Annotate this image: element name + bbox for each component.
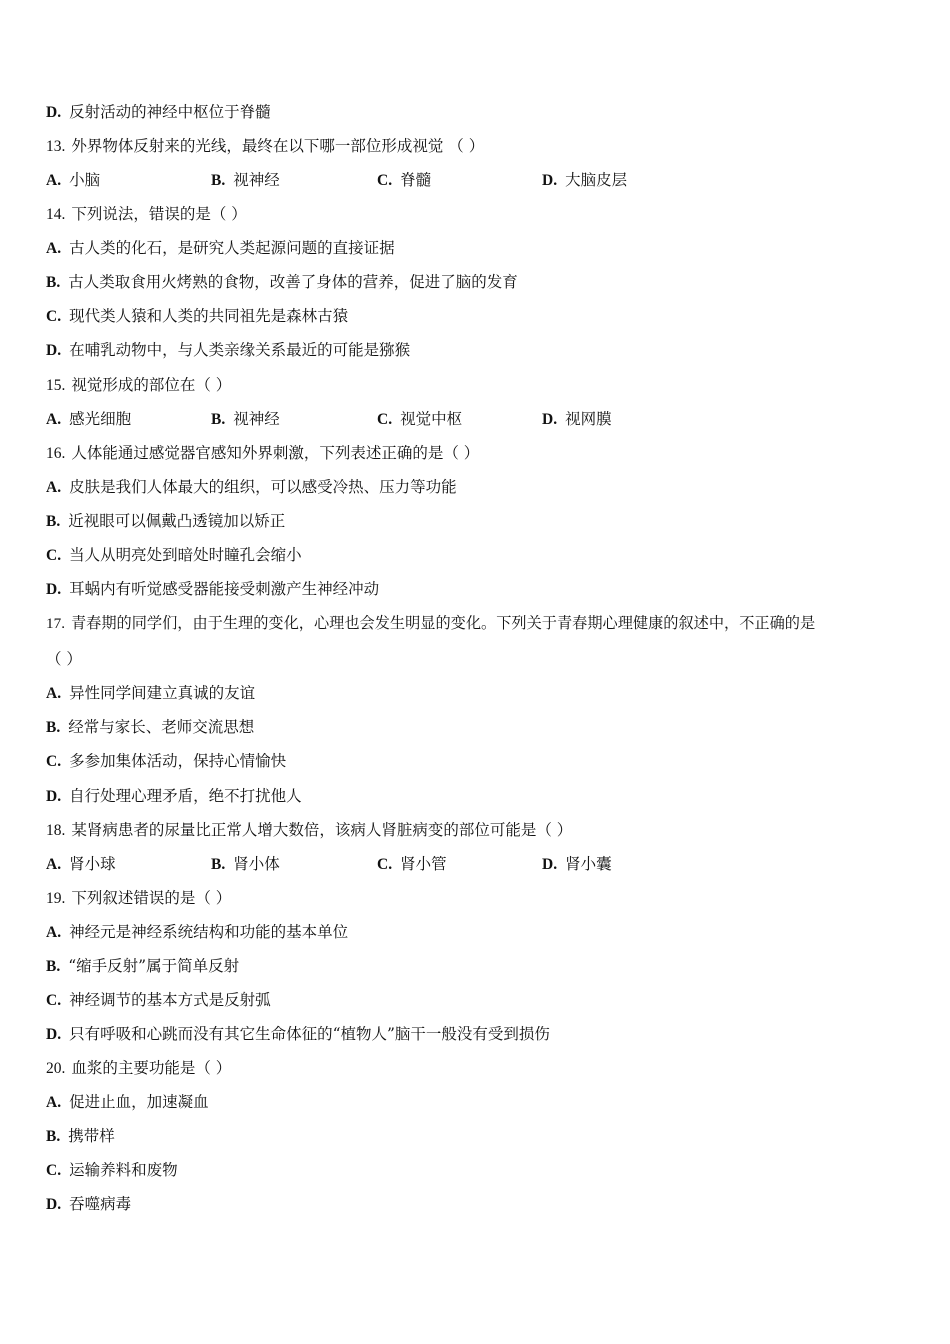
option-a: A. 小脑 xyxy=(46,171,101,189)
option-label: B. xyxy=(46,719,61,736)
option-line xyxy=(46,683,255,704)
option-label: A. xyxy=(46,1094,62,1111)
answer-bracket: （ ） xyxy=(46,650,82,668)
option-a: A. 肾小球 xyxy=(46,855,116,873)
question-16 xyxy=(46,443,479,464)
option-label: A. xyxy=(46,479,62,496)
question-text: 下列叙述错误的是（ ） xyxy=(71,889,232,907)
option-text: “缩手反射”属于简单反射 xyxy=(68,957,240,975)
option-b: B. 视神经 xyxy=(211,171,280,189)
question-17-continuation xyxy=(46,649,82,669)
option-line xyxy=(46,545,302,566)
question-text: 下列说法，错误的是（ ） xyxy=(71,205,247,223)
option-label: C. xyxy=(46,547,62,564)
option-label: B. xyxy=(46,1128,61,1145)
question-number: 14. xyxy=(46,206,66,223)
option-text: 神经元是神经系统结构和功能的基本单位 xyxy=(69,923,349,941)
option-d: D. 肾小囊 xyxy=(542,855,612,873)
option-line xyxy=(46,272,518,293)
option-c: C. 肾小管 xyxy=(377,855,447,873)
option-label: B. xyxy=(46,513,61,530)
option-text: 自行处理心理矛盾，绝不打扰他人 xyxy=(69,787,302,805)
option-text: 当人从明亮处到暗处时瞳孔会缩小 xyxy=(69,546,302,564)
question-18 xyxy=(46,820,572,841)
option-label: D. xyxy=(46,1026,62,1043)
option-line xyxy=(46,102,271,123)
option-label: C. xyxy=(46,1162,62,1179)
question-number: 15. xyxy=(46,377,66,394)
option-label: B. xyxy=(46,274,61,291)
option-line xyxy=(46,1092,209,1113)
option-label: D. xyxy=(46,581,62,598)
question-19 xyxy=(46,888,231,909)
option-line xyxy=(46,579,379,600)
option-line xyxy=(46,1024,550,1045)
question-18-options xyxy=(46,854,906,874)
option-line xyxy=(46,717,254,738)
question-text: 血浆的主要功能是（ ） xyxy=(71,1059,232,1077)
option-line xyxy=(46,1160,178,1181)
option-line xyxy=(46,751,286,772)
option-c: C. 脊髓 xyxy=(377,171,432,189)
option-text: 运输养料和废物 xyxy=(69,1161,178,1179)
option-text: 携带样 xyxy=(68,1127,115,1145)
option-text: 吞噬病毒 xyxy=(69,1195,132,1213)
option-line xyxy=(46,340,410,361)
option-label: C. xyxy=(46,753,62,770)
option-text: 只有呼吸和心跳而没有其它生命体征的“植物人”脑干一般没有受到损伤 xyxy=(69,1025,550,1043)
question-14 xyxy=(46,204,247,225)
question-17 xyxy=(46,613,815,634)
question-15-options xyxy=(46,409,906,429)
option-text: 多参加集体活动，保持心情愉快 xyxy=(69,752,287,770)
option-text: 在哺乳动物中，与人类亲缘关系最近的可能是猕猴 xyxy=(69,341,411,359)
option-label: B. xyxy=(46,958,61,975)
question-text: 某肾病患者的尿量比正常人增大数倍，该病人肾脏病变的部位可能是（ ） xyxy=(71,821,573,839)
question-text: 视觉形成的部位在（ ） xyxy=(71,376,232,394)
option-line xyxy=(46,1126,115,1147)
option-a: A. 感光细胞 xyxy=(46,410,132,428)
question-text: 外界物体反射来的光线，最终在以下哪一部位形成视觉 （ ） xyxy=(71,137,485,155)
option-text: 异性同学间建立真诚的友谊 xyxy=(69,684,256,702)
option-line xyxy=(46,477,457,498)
option-text: 耳蜗内有听觉感受器能接受刺激产生神经冲动 xyxy=(69,580,380,598)
option-text: 现代类人猿和人类的共同祖先是森林古猿 xyxy=(69,307,349,325)
question-text: 青春期的同学们，由于生理的变化，心理也会发生明显的变化。下列关于青春期心理健康的叙述中，不正确的是 xyxy=(70,614,816,632)
option-b: B. 视神经 xyxy=(211,410,280,428)
option-line xyxy=(46,956,239,977)
option-line xyxy=(46,238,395,259)
option-line xyxy=(46,511,285,532)
option-label: D. xyxy=(46,1196,62,1213)
option-b: B. 肾小体 xyxy=(211,855,280,873)
question-13 xyxy=(46,136,484,157)
option-line xyxy=(46,306,348,327)
question-13-options xyxy=(46,170,906,190)
option-text: 反射活动的神经中枢位于脊髓 xyxy=(69,103,271,121)
option-label: C. xyxy=(46,308,62,325)
option-line xyxy=(46,922,348,943)
question-15 xyxy=(46,375,231,396)
question-text: 人体能通过感觉器官感知外界刺激，下列表述正确的是（ ） xyxy=(71,444,480,462)
question-number: 17. xyxy=(46,615,65,632)
question-number: 20. xyxy=(46,1060,66,1077)
option-d: D. 视网膜 xyxy=(542,410,612,428)
question-number: 16. xyxy=(46,445,66,462)
option-line xyxy=(46,1194,131,1215)
question-20 xyxy=(46,1058,231,1079)
option-label: C. xyxy=(46,992,62,1009)
option-text: 经常与家长、老师交流思想 xyxy=(68,718,255,736)
option-label: D. xyxy=(46,788,62,805)
option-label: A. xyxy=(46,685,62,702)
question-number: 19. xyxy=(46,890,66,907)
option-text: 古人类的化石，是研究人类起源问题的直接证据 xyxy=(69,239,395,257)
option-text: 神经调节的基本方式是反射弧 xyxy=(69,991,271,1009)
option-label: D. xyxy=(46,104,62,121)
option-label: A. xyxy=(46,924,62,941)
option-text: 近视眼可以佩戴凸透镜加以矫正 xyxy=(68,512,286,530)
option-c: C. 视觉中枢 xyxy=(377,410,463,428)
question-number: 18. xyxy=(46,822,66,839)
option-label: A. xyxy=(46,240,62,257)
option-text: 促进止血，加速凝血 xyxy=(69,1093,209,1111)
option-d: D. 大脑皮层 xyxy=(542,171,628,189)
option-text: 皮肤是我们人体最大的组织，可以感受冷热、压力等功能 xyxy=(69,478,457,496)
option-line xyxy=(46,786,302,807)
option-text: 古人类取食用火烤熟的食物，改善了身体的营养，促进了脑的发育 xyxy=(68,273,518,291)
option-line xyxy=(46,990,271,1011)
option-label: D. xyxy=(46,342,62,359)
question-number: 13. xyxy=(46,138,66,155)
